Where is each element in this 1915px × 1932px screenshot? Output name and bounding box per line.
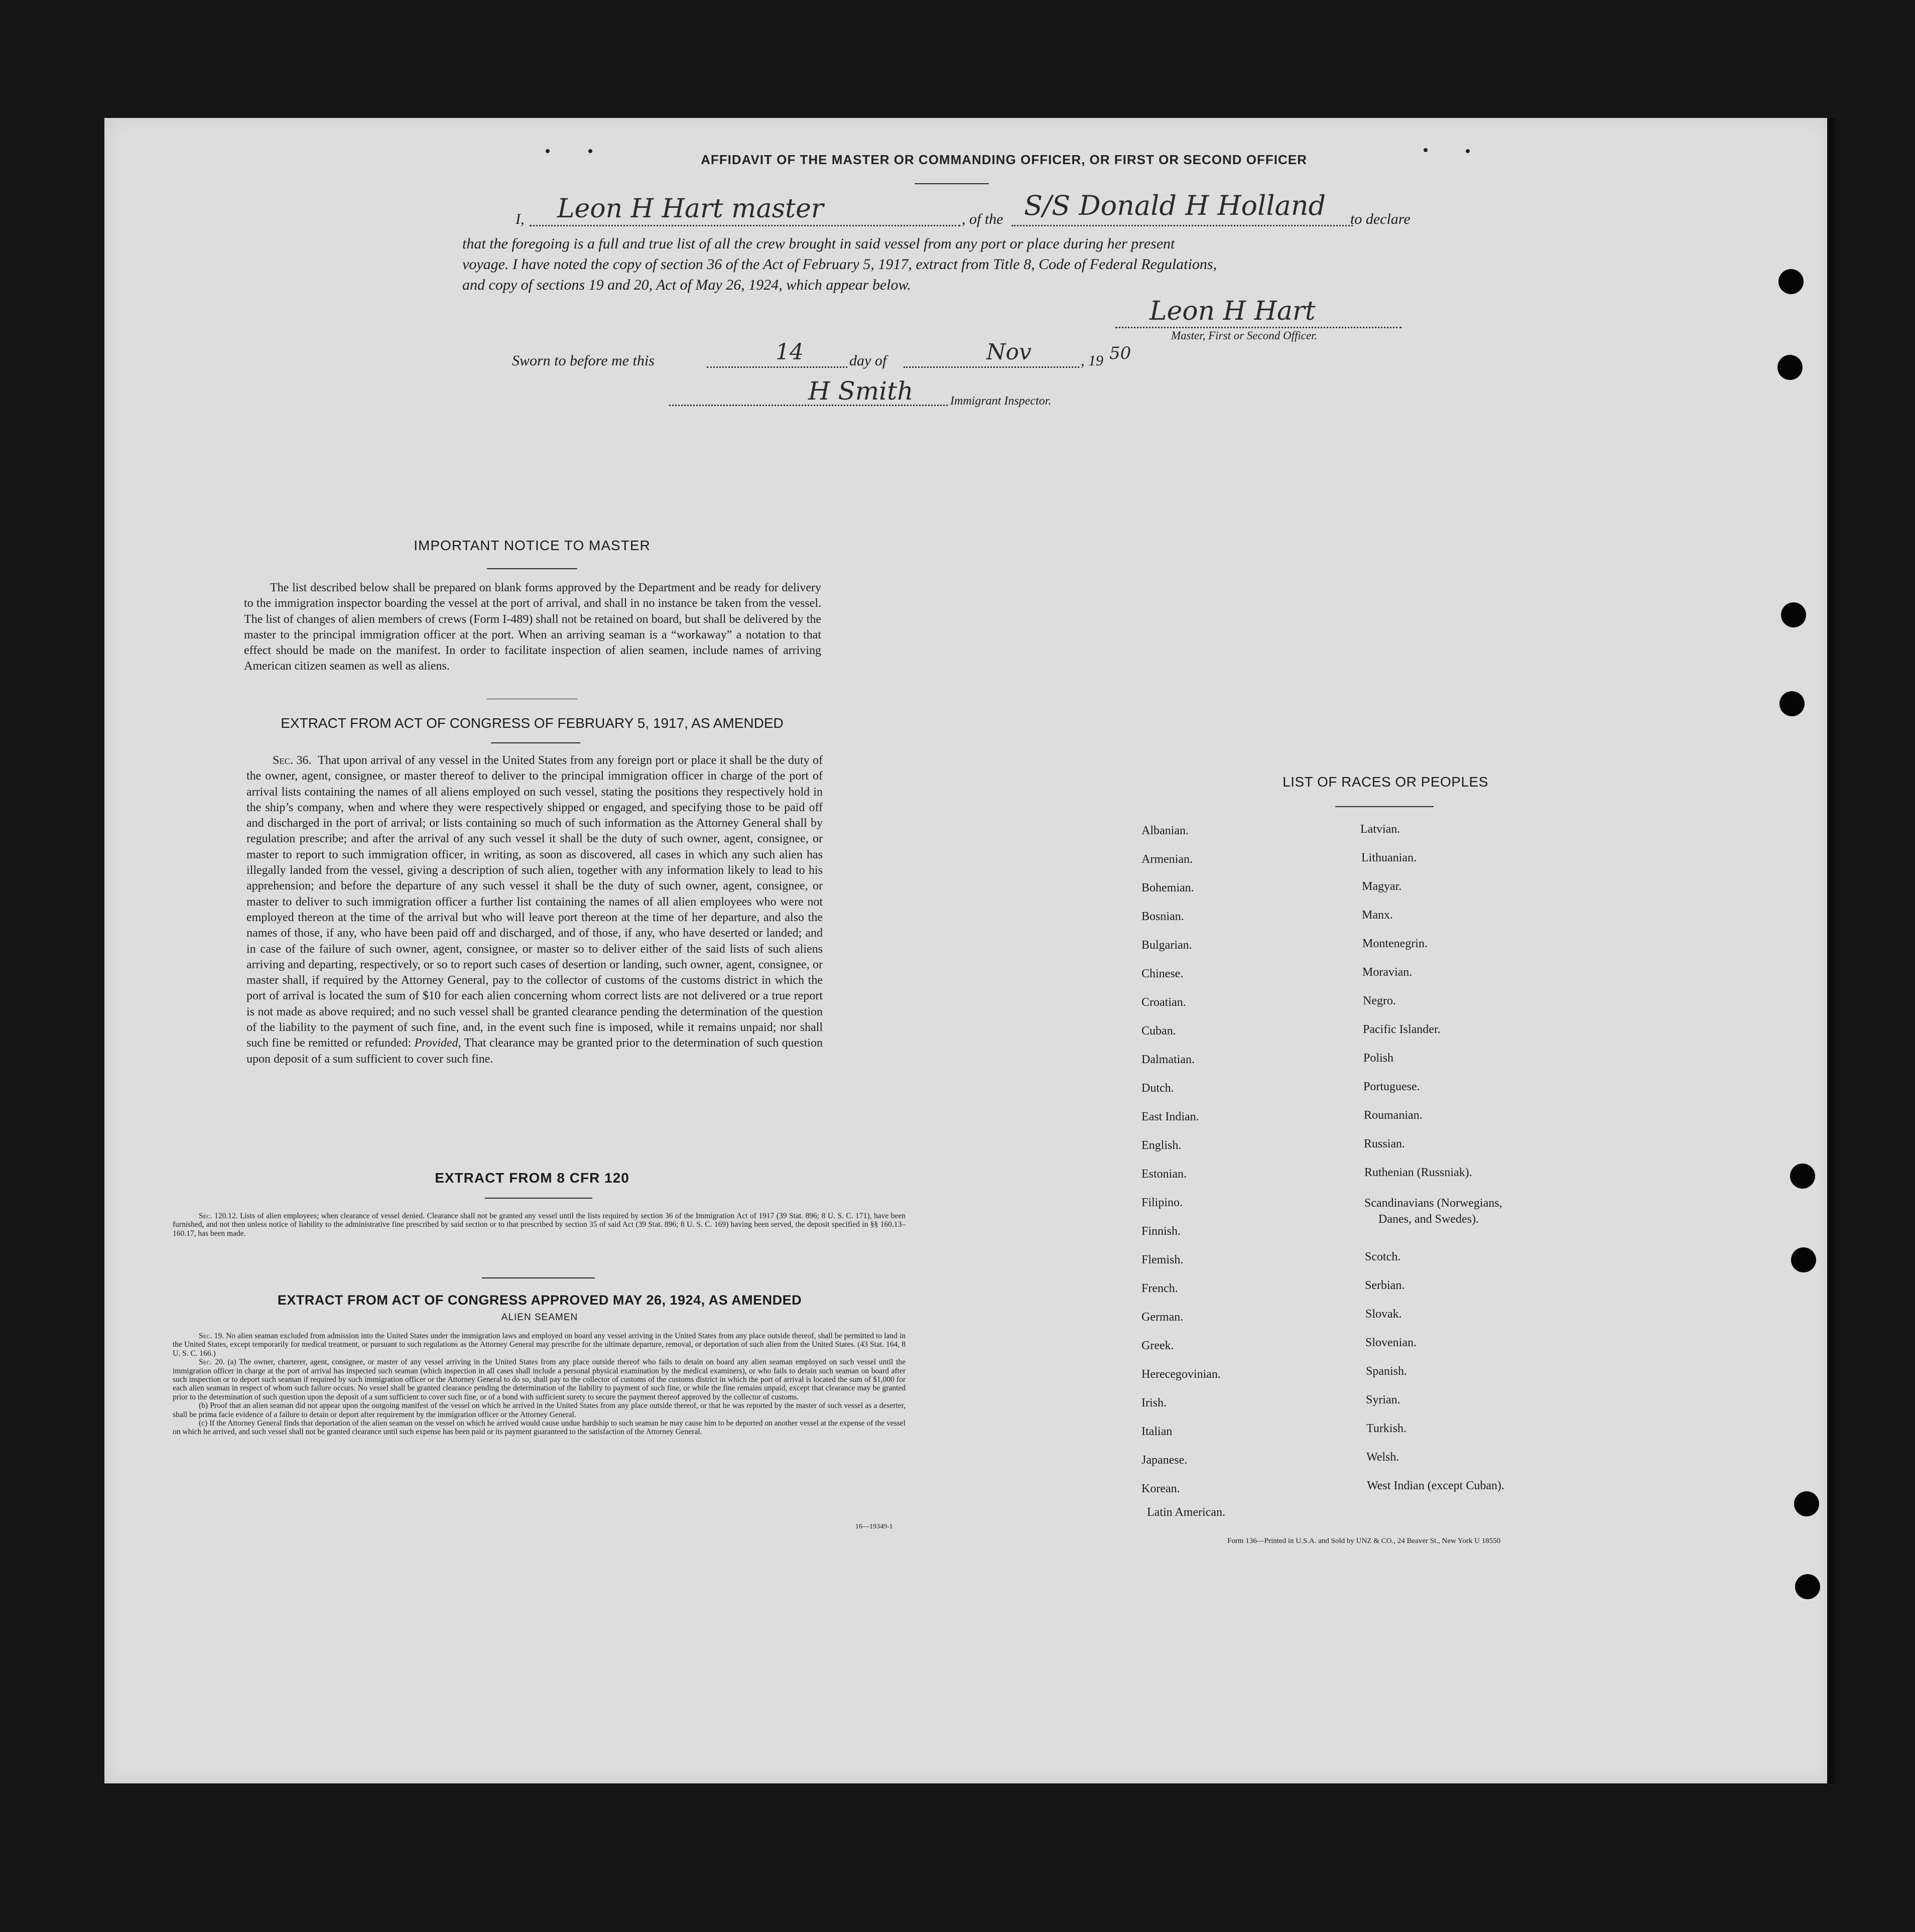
extract-1924-paragraphs xyxy=(173,1332,906,1437)
race-item: Filipino. xyxy=(1141,1196,1183,1209)
race-item: English. xyxy=(1141,1139,1182,1152)
punch-hole xyxy=(1781,602,1806,627)
race-item: Portuguese. xyxy=(1363,1080,1420,1093)
race-item: Latin American. xyxy=(1147,1506,1225,1519)
punch-hole xyxy=(1778,269,1804,294)
race-item: Roumanian. xyxy=(1364,1109,1423,1122)
page-edge-shadow xyxy=(1827,118,1835,1783)
punch-hole xyxy=(1790,1164,1815,1189)
sec-36-label: Sec. 36. xyxy=(273,754,312,767)
sec-20c-text: (c) If the Attorney General finds that deportation of the alien seaman on the vessel on which he arrived would cause undue hardship to such seaman he may cause him to be deported on another vessel at the expense of the vessel on which he arrived, and such vessel shall not be granted clearance until such expense has been paid or its payment guaranteed to the satisfaction of the Attorney General. xyxy=(173,1419,906,1437)
races-title: LIST OF RACES OR PEOPLES xyxy=(1283,774,1488,790)
race-item: Bohemian. xyxy=(1141,881,1194,894)
extract-cfr-paragraph xyxy=(173,1212,906,1238)
inspector-caption: Immigrant Inspector. xyxy=(950,395,1052,408)
race-item: German. xyxy=(1141,1311,1184,1324)
affidavit-line-4: and copy of sections 19 and 20, Act of May 26, 1924, which appear below. xyxy=(462,277,911,293)
race-item: Japanese. xyxy=(1141,1454,1188,1467)
vessel-line xyxy=(1011,225,1353,226)
race-item: Magyar. xyxy=(1362,880,1402,893)
notice-rule xyxy=(487,568,577,569)
notice-paragraph xyxy=(244,580,821,675)
form-code: 16—19349-1 xyxy=(855,1523,893,1530)
race-item: Turkish. xyxy=(1366,1422,1407,1435)
vessel-name-handwritten: S/S Donald H Holland xyxy=(1024,190,1326,221)
master-signature-line xyxy=(1115,327,1401,328)
race-item: Cuban. xyxy=(1141,1024,1176,1038)
race-item: Italian xyxy=(1141,1425,1173,1438)
master-name-line xyxy=(530,225,960,226)
master-signature: Leon H Hart xyxy=(1150,296,1316,326)
race-item: Lithuanian. xyxy=(1361,851,1417,864)
extract-cfr-end-rule xyxy=(482,1277,595,1278)
affidavit-pre-name: I, xyxy=(516,211,525,227)
punch-hole xyxy=(1779,691,1805,716)
race-item: Polish xyxy=(1363,1052,1394,1065)
sec-19-label: Sec. 19. xyxy=(199,1332,224,1340)
extract-1924-subtitle: ALIEN SEAMEN xyxy=(501,1312,578,1323)
race-item-continuation: Danes, and Swedes). xyxy=(1378,1213,1479,1226)
print-dot xyxy=(546,149,550,153)
sworn-day-handwritten: 14 xyxy=(776,339,804,365)
race-item: Manx. xyxy=(1362,909,1393,922)
sec-20a-text: (a) The owner, charterer, agent, consignee, or master of any vessel arriving in the United States from any place outside thereof who fails to detain on board any alien seaman employed on such vessel until the immigration officer in charge at the port of arrival has inspected such seaman (which inspection in all cases shall include a personal physical examination by the medical examiners), or who fails to detain such seaman on board after such inspection or to deport such seaman if required by such immigration officer or the Attorney General to do so, shall pay to the collector of customs of the customs district in which the port of arrival is located the sum of $1,000 for each alien seaman in respect of whom such failure occurs. No vessel shall be granted clearance pending the determination of the liability to payment of such fine, or while the fine remains unpaid, except that clearance may be granted prior to the determination of such question upon the deposit of a sum sufficient to cover such fine, or of a bond with sufficient surety to secure the payment thereof approved by the collector of customs. xyxy=(173,1358,906,1401)
affidavit-of-the: , of the xyxy=(962,211,1003,227)
affidavit-declare: to declare xyxy=(1350,211,1411,227)
race-item: Ruthenian (Russniak). xyxy=(1364,1166,1472,1179)
print-dot xyxy=(1424,148,1428,152)
extract-1917-title: EXTRACT FROM ACT OF CONGRESS OF FEBRUARY 5, 1917, AS AMENDED xyxy=(281,715,784,731)
race-item: Scotch. xyxy=(1365,1250,1401,1263)
race-item: Finnish. xyxy=(1141,1225,1181,1238)
race-item: Slovenian. xyxy=(1365,1336,1417,1349)
sworn-prefix: Sworn to before me this xyxy=(512,352,655,369)
sec-120-text: Lists of alien employees; when clearance of vessel denied. Clearance shall not be granted any vessel until the lists required by section 36 of the Immigration Act of 1917 (39 Stat. 896; 8 U. S. C. 171), have been furnished, and not then unless notice of liability to the administrative fine prescribed by said section or to that prescribed by section 35 of said Act (39 Stat. 896; 8 U. S. C. 169) having been served, the deposit specified in §§ 160.13–160.17, has been made. xyxy=(173,1212,906,1238)
race-item: Montenegrin. xyxy=(1362,937,1428,950)
punch-hole xyxy=(1791,1247,1816,1272)
extract-1917-paragraph xyxy=(246,753,823,1067)
race-item: Croatian. xyxy=(1141,996,1186,1009)
sworn-month-line xyxy=(904,366,1079,368)
extract-cfr-rule xyxy=(485,1198,592,1199)
sec-36-text-end: That clearance may be granted prior to the determination of such question upon deposit of a sum sufficient to cover such fine. xyxy=(246,1037,823,1066)
notice-text: The list described below shall be prepared on blank forms approved by the Department and be ready for delivery to the immigration inspector boarding the vessel at the port of arrival, and shall in no instance be taken from the vessel. The list of changes of alien members of crews (Form I-489) shall not be retained on board, but shall be delivered by the master to the principal immigration officer at the port. When an arriving seaman is a “workaway” a notation to that effect should be made on the manifest. In order to facilitate inspection of alien seamen, include names of arriving American citizen seamen as well as aliens. xyxy=(244,581,821,673)
sec-36-provided: Provided, xyxy=(414,1037,461,1050)
race-item: Bosnian. xyxy=(1141,910,1184,923)
sec-36-text: That upon arrival of any vessel in the United States from any foreign port or place it shall be the duty of the owner, agent, consignee, or master thereof to deliver to the principal immigration officer in charge of the port of arrival lists containing the names of all aliens employed on such vessel, stating the positions they respectively hold in the ship’s company, when and where they were respectively shipped or engaged, and specifying those to be paid off and discharged in the port of arrival; or lists containing so much of such information as the Attorney General shall by regulation prescribe; and after the arrival of any such vessel it shall be the duty of such owner, agent, consignee, or master to report to such immigration officer, in writing, as soon as discovered, all cases in which any such alien has illegally landed from the vessel, giving a description of such alien, together with any information likely to lead to his apprehension; and before the departure of any such vessel it shall be the duty of such owner, agent, consignee, or master to deliver to such immigration officer a further list containing the names of all alien employees who were not employed thereon at the time of the arrival but who will leave port thereon at the time of her departure, and also the names of those, if any, who have been paid off and discharged, and of those, if any, who have deserted or landed; and in case of the failure of such owner, agent, consignee, or master so to deliver either of the said lists of such aliens arriving and departing, respectively, or so to report such cases of desertion or landing, such owner, agent, consignee, or master shall, if required by the Attorney General, pay to the collector of customs of the customs district in which the port of arrival is located the sum of $10 for each alien concerning whom correct lists are not delivered or a true report is not made as above required; and no such vessel shall be granted clearance pending the determination of the question of the liability to the payment of such fine, and, in the event such fine is imposed, while it remains unpaid; nor shall such fine be remitted or refunded: xyxy=(246,754,823,1050)
race-item: Dalmatian. xyxy=(1141,1053,1195,1066)
punch-hole xyxy=(1795,1574,1820,1599)
race-item: Negro. xyxy=(1363,994,1396,1007)
form-footer: Form 136—Printed in U.S.A. and Sold by UNZ & CO., 24 Beaver St., New York U 18550 xyxy=(1227,1537,1501,1545)
race-item: Korean. xyxy=(1141,1482,1180,1495)
affidavit-title: AFFIDAVIT OF THE MASTER OR COMMANDING OFFICER, OR FIRST OR SECOND OFFICER xyxy=(701,152,1307,167)
title-rule xyxy=(915,183,989,184)
affidavit-line-3: voyage. I have noted the copy of section 36 of the Act of February 5, 1917, extract from Title 8, Code of Federal Regulations, xyxy=(462,256,1217,273)
race-item: Russian. xyxy=(1364,1137,1406,1150)
affidavit-line-2: that the foregoing is a full and true list of all the crew brought in said vessel from any port or place during her present xyxy=(462,235,1175,252)
race-item: Bulgarian. xyxy=(1141,939,1192,952)
race-item: Scandinavians (Norwegians, xyxy=(1364,1197,1502,1210)
year-suffix-handwritten: 50 xyxy=(1109,343,1131,363)
sworn-month-handwritten: Nov xyxy=(986,339,1032,365)
punch-hole xyxy=(1794,1491,1819,1516)
race-item: Greek. xyxy=(1141,1339,1174,1352)
race-item: West Indian (except Cuban). xyxy=(1367,1479,1504,1492)
extract-cfr-title: EXTRACT FROM 8 CFR 120 xyxy=(435,1170,629,1186)
print-dot xyxy=(1466,149,1470,153)
race-item: Irish. xyxy=(1141,1396,1167,1409)
race-item: Moravian. xyxy=(1362,966,1413,979)
sec-120-label: Sec. 120.12. xyxy=(199,1212,238,1220)
race-item: Syrian. xyxy=(1366,1393,1400,1406)
sec-19-text: No alien seaman excluded from admission into the United States under the immigration laws and employed on board any vessel arriving in the United States from any place outside thereof, shall be permitted to land in the United States, except temporarily for medical treatment, or pursuant to such regulations as the Attorney General may prescribe for the ultimate departure, removal, or deportation of such alien from the United States. (43 Stat. 164, 8 U. S. C. 166.) xyxy=(173,1332,906,1358)
extract-1924-title: EXTRACT FROM ACT OF CONGRESS APPROVED MAY 26, 1924, AS AMENDED xyxy=(277,1293,802,1308)
inspector-signature: H Smith xyxy=(808,376,914,406)
master-name-handwritten: Leon H Hart master xyxy=(557,194,824,224)
race-item: Flemish. xyxy=(1141,1253,1184,1266)
sec-20-label: Sec. 20. xyxy=(199,1358,225,1367)
race-item: Estonian. xyxy=(1141,1168,1187,1181)
race-item: Albanian. xyxy=(1141,824,1189,837)
race-item: Slovak. xyxy=(1365,1308,1402,1321)
notice-title: IMPORTANT NOTICE TO MASTER xyxy=(414,538,651,553)
day-of-label: day of xyxy=(849,352,887,369)
race-item: Serbian. xyxy=(1365,1279,1405,1292)
race-item: Pacific Islander. xyxy=(1363,1023,1441,1036)
races-rule xyxy=(1335,806,1434,807)
year-prefix: , 19 xyxy=(1081,352,1103,369)
punch-hole xyxy=(1777,355,1803,380)
sworn-day-line xyxy=(707,366,847,368)
race-item: Armenian. xyxy=(1141,853,1193,866)
race-item: French. xyxy=(1141,1282,1178,1295)
race-item: Welsh. xyxy=(1366,1451,1399,1464)
sec-20b-text: (b) Proof that an alien seaman did not appear upon the outgoing manifest of the vessel on which he arrived in the United States from any place outside thereof, or that he was reported by the master of such vessel as a deserter, shall be prima facie evidence of a failure to detain or deport after requirement by the immigration officer or the Attorney General. xyxy=(173,1401,906,1419)
race-item: Chinese. xyxy=(1141,967,1184,980)
extract-1917-rule xyxy=(491,742,580,743)
race-item: Herecegovinian. xyxy=(1141,1368,1221,1381)
signature-caption: Master, First or Second Officer. xyxy=(1171,329,1318,342)
race-item: Latvian. xyxy=(1360,823,1400,836)
race-item: Dutch. xyxy=(1141,1082,1174,1095)
race-item: East Indian. xyxy=(1141,1110,1199,1123)
race-item: Spanish. xyxy=(1366,1365,1408,1378)
